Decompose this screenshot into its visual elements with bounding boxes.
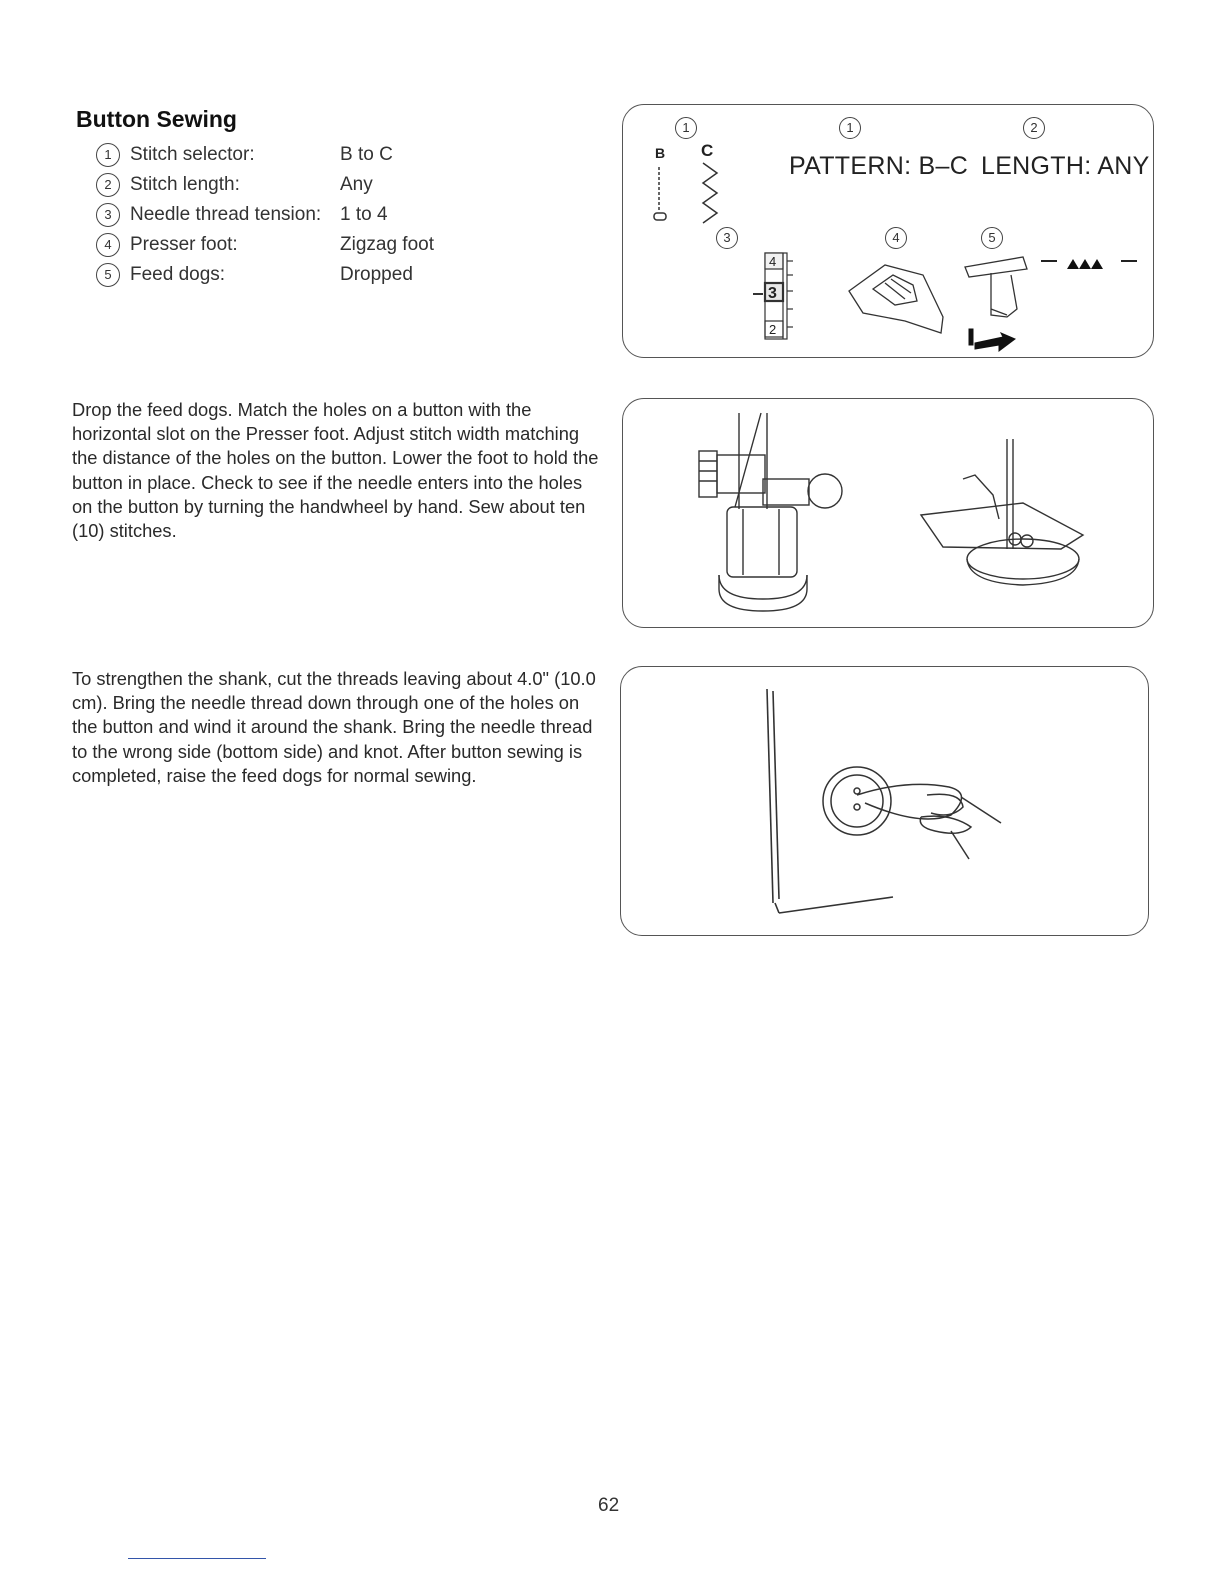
section-title: Button Sewing <box>76 106 237 132</box>
setting-label: Needle thread tension: <box>130 204 322 225</box>
page-number: 62 <box>598 1495 620 1516</box>
setting-row <box>96 230 434 260</box>
zigzag-stitch-icon <box>703 163 717 223</box>
setting-number: 5 <box>96 263 120 287</box>
instruction-paragraph-1: Drop the feed dogs. Match the holes on a button with the horizontal slot on the Presser foot. Adjust stitch width matching the distance of the holes on the button. Lower the foot to hold the button in place. Check to see if the needle enters into the holes on the button by turning the handwheel by hand. Sew about ten (10) stitches. <box>72 399 599 542</box>
marker-2: 2 <box>1023 117 1045 139</box>
shank-winding-illustration <box>621 667 1148 935</box>
lower-arrow-icon <box>969 329 1015 351</box>
setting-number: 4 <box>96 233 120 257</box>
setting-number: 3 <box>96 203 120 227</box>
length-text: LENGTH: ANY <box>981 152 1150 180</box>
feed-dogs-dropped-icon <box>1041 259 1137 269</box>
settings-diagram-panel <box>622 104 1154 358</box>
pattern-b-label: B <box>655 145 666 161</box>
tension-value-4: 4 <box>769 254 777 269</box>
fabric-edge-illustration <box>767 689 893 913</box>
setting-value: Zigzag foot <box>340 234 434 255</box>
marker-4: 4 <box>885 227 907 249</box>
marker-3: 3 <box>716 227 738 249</box>
setting-number: 2 <box>96 173 120 197</box>
footer-rule <box>128 1558 266 1559</box>
setting-label: Feed dogs: <box>130 264 226 285</box>
straight-stitch-icon <box>654 167 666 220</box>
setting-value: Dropped <box>340 264 413 285</box>
setting-row <box>96 260 434 290</box>
setting-number: 1 <box>96 143 120 167</box>
setting-label: Presser foot: <box>130 234 238 255</box>
setting-value: B to C <box>340 144 393 165</box>
settings-illustrations <box>623 105 1153 357</box>
pattern-text: PATTERN: B–C <box>789 152 969 180</box>
setting-row <box>96 170 434 200</box>
button-placement-panel <box>622 398 1154 628</box>
setting-row <box>96 140 434 170</box>
instruction-paragraph-2: To strengthen the shank, cut the threads leaving about 4.0" (10.0 cm). Bring the needle thread down through one of the holes on the button and wind it around the shank. Bring the needle thread to the wrong side (bottom side) and knot. After button sewing is completed, raise the feed dogs for normal sewing. <box>72 668 596 786</box>
pattern-c-label: C <box>701 141 714 160</box>
settings-list <box>96 140 434 290</box>
shank-winding-panel <box>620 666 1149 936</box>
tension-value-2: 2 <box>769 322 777 337</box>
marker-1-a: 1 <box>675 117 697 139</box>
setting-label: Stitch length: <box>130 174 240 195</box>
marker-1-b: 1 <box>839 117 861 139</box>
setting-label: Stitch selector: <box>130 144 255 165</box>
setting-value: Any <box>340 174 373 195</box>
marker-5: 5 <box>981 227 1003 249</box>
presser-foot-side-view <box>921 439 1083 585</box>
feed-dog-lever-icon <box>965 257 1027 317</box>
button-placement-illustration <box>623 399 1153 627</box>
setting-row <box>96 200 434 230</box>
button-with-thread-illustration <box>823 767 1001 859</box>
setting-value: 1 to 4 <box>340 204 388 225</box>
presser-foot-front-view <box>699 413 842 611</box>
tension-value-3: 3 <box>768 285 777 302</box>
zigzag-foot-icon <box>849 265 943 333</box>
